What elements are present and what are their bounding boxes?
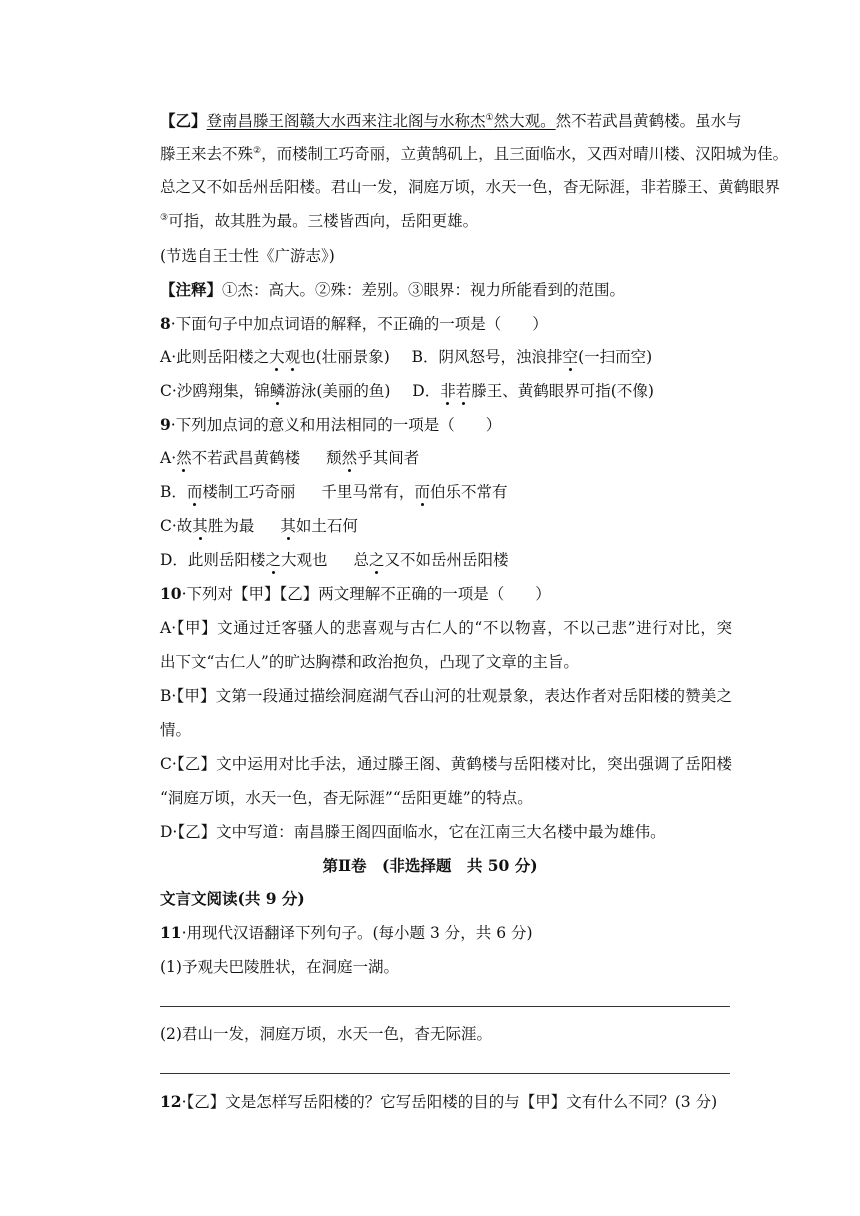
passage-yi-line-1 — [160, 110, 742, 132]
option-text: 又不如岳州岳阳楼 — [384, 551, 509, 569]
option-text: 胜为最 — [207, 517, 255, 535]
source-citation: (节选自王士性《广游志》) — [160, 247, 335, 265]
dotted-char: 空 — [562, 348, 579, 366]
dotted-char: 鳞 — [269, 382, 286, 400]
question-10-option-a-line-1: A·【甲】文通过迁客骚人的悲喜观与古仁人的“不以物喜，不以己悲”进行对比，突 — [160, 619, 732, 637]
option-c-text: C·沙鸥翔集，锦 — [160, 382, 270, 400]
question-11-sentence-2: (2)君山一发，洞庭万顷，水天一色，杳无际涯。 — [160, 1025, 492, 1043]
question-10-option-b-line-1: B·【甲】文第一段通过描绘洞庭湖气吞山河的壮观景象，表达作者对岳阳楼的赞美之 — [160, 687, 732, 705]
passage-yi-line-2 — [160, 143, 789, 165]
question-number: 10 — [160, 584, 182, 603]
passage-yi-line-1-rest: 然不若武昌黄鹤楼。虽水与 — [555, 112, 742, 130]
question-10-option-c-line-1: C·【乙】文中运用对比手法，通过滕王阁、黄鹤楼与岳阳楼对比，突出强调了岳阳楼 — [160, 755, 732, 773]
dotted-char: 而 — [414, 483, 430, 501]
question-9-option-a — [160, 447, 732, 469]
answer-line-2[interactable] — [160, 1073, 730, 1074]
option-text: 大观也 — [280, 551, 328, 569]
question-9-stem — [160, 414, 732, 436]
dotted-char: 而 — [186, 483, 203, 501]
passage-underlined-text — [207, 112, 556, 130]
option-text: B． — [160, 483, 187, 501]
option-text: 伯乐不常有 — [429, 483, 508, 501]
question-9-option-d — [160, 549, 732, 571]
option-text: 如土石何 — [295, 517, 358, 535]
question-stem: ·下列对【甲】【乙】两文理解不正确的一项是（ ） — [181, 585, 551, 603]
passage-yi-label: 【乙】 — [160, 111, 207, 130]
question-stem: ·用现代汉语翻译下列句子。(每小题 3 分，共 6 分) — [181, 924, 533, 942]
question-number: 8 — [160, 314, 171, 333]
question-number: 11 — [160, 923, 182, 942]
annotation-notes — [160, 279, 732, 301]
dotted-char: 之 — [265, 551, 281, 569]
underlined-part-2: 然大观。 — [493, 112, 556, 130]
passage-yi-line-4 — [160, 210, 732, 232]
question-10-option-d: D·【乙】文中写道：南昌滕王阁四面临水，它在江南三大名楼中最为雄伟。 — [160, 823, 666, 841]
question-stem: ·【乙】文是怎样写岳阳楼的？它写岳阳楼的目的与【甲】文有什么不同？(3 分) — [181, 1093, 718, 1111]
passage-yi-line-3 — [160, 176, 781, 198]
notes-label: 【注释】 — [160, 280, 223, 299]
passage-text: ，而楼制工巧奇丽，立黄鹄矶上，且三面临水，又西对晴川楼、汉阳城为佳。 — [261, 145, 789, 163]
option-c-text: 游泳(美丽的鱼) — [285, 382, 391, 400]
option-text: 楼制工巧奇丽 — [202, 483, 296, 501]
footnote-marker-2: ② — [253, 145, 262, 156]
option-text: 千里马常有， — [321, 483, 415, 501]
option-text: 乎其间者 — [357, 449, 420, 467]
dotted-char: 然 — [341, 449, 358, 467]
section-2-subtitle: 文言文阅读(共 9 分) — [160, 889, 305, 908]
dotted-char: 若 — [455, 382, 472, 400]
section-2-title: 第Ⅱ卷 (非选择题 共 50 分) — [322, 856, 538, 875]
question-9-option-c — [160, 515, 732, 537]
question-stem: ·下列加点词的意义和用法相同的一项是（ ） — [170, 416, 502, 434]
question-stem: ·下面句子中加点词语的解释，不正确的一项是（ ） — [170, 315, 548, 333]
option-text: D．此则岳阳楼 — [160, 551, 266, 569]
question-10-option-c-line-2: “洞庭万顷，水天一色，杳无际涯”“岳阳更雄”的特点。 — [160, 789, 533, 807]
question-number: 12 — [160, 1092, 182, 1111]
answer-line-1[interactable] — [160, 1006, 730, 1007]
option-text: A· — [160, 449, 177, 467]
option-text: 颓 — [326, 449, 342, 467]
notes-text: ①杰：高大。②殊：差别。③眼界：视力所能看到的范围。 — [222, 281, 626, 299]
question-9-option-b — [160, 481, 732, 503]
question-10-option-b-line-2: 情。 — [160, 721, 192, 739]
dotted-char: 非 — [440, 382, 456, 400]
underlined-part-1: 登南昌滕王阁赣大水西来注北阁与水称杰 — [206, 112, 486, 130]
question-11-sentence-1: (1)予观夫巴陵胜状，在洞庭一湖。 — [160, 958, 399, 976]
option-text: C·故 — [160, 517, 193, 535]
option-d-text: 滕王、黄鹤眼界可指(不像) — [471, 382, 654, 400]
question-8-stem — [160, 313, 732, 335]
option-a-text: 也(壮丽景象) — [300, 348, 390, 366]
question-8-options-ab — [160, 346, 732, 368]
option-b-text: B．阴风怒号，浊浪排 — [411, 348, 563, 366]
question-10-option-a-line-2: 出下文“古仁人”的旷达胸襟和政治抱负，凸现了文章的主旨。 — [160, 653, 579, 671]
dotted-char: 其 — [192, 517, 208, 535]
dotted-char: 之 — [368, 551, 385, 569]
passage-text: 可指，故其胜为最。三楼皆西向，岳阳更雄。 — [168, 212, 479, 230]
question-10-stem — [160, 583, 732, 605]
question-12-stem — [160, 1091, 732, 1113]
passage-text: 滕王来去不殊 — [160, 145, 254, 163]
question-8-options-cd — [160, 380, 732, 402]
option-d-text: D． — [412, 382, 441, 400]
dotted-char: 大 — [269, 348, 285, 366]
option-text: 总 — [353, 551, 369, 569]
footnote-marker-1: ① — [485, 112, 494, 123]
question-number: 9 — [160, 415, 171, 434]
passage-text: 总之又不如岳州岳阳楼。君山一发，洞庭万顷，水天一色，杳无际涯，非若滕王、黄鹤眼界 — [160, 178, 781, 196]
option-b-text: (一扫而空) — [578, 348, 653, 366]
dotted-char: 其 — [280, 517, 296, 535]
option-text: 不若武昌黄鹤楼 — [191, 449, 301, 467]
question-11-stem — [160, 922, 732, 944]
dotted-char: 然 — [176, 449, 192, 467]
footnote-marker-3: ③ — [160, 212, 169, 223]
option-a-text: A·此则岳阳楼之 — [160, 348, 270, 366]
dotted-char: 观 — [284, 348, 301, 366]
